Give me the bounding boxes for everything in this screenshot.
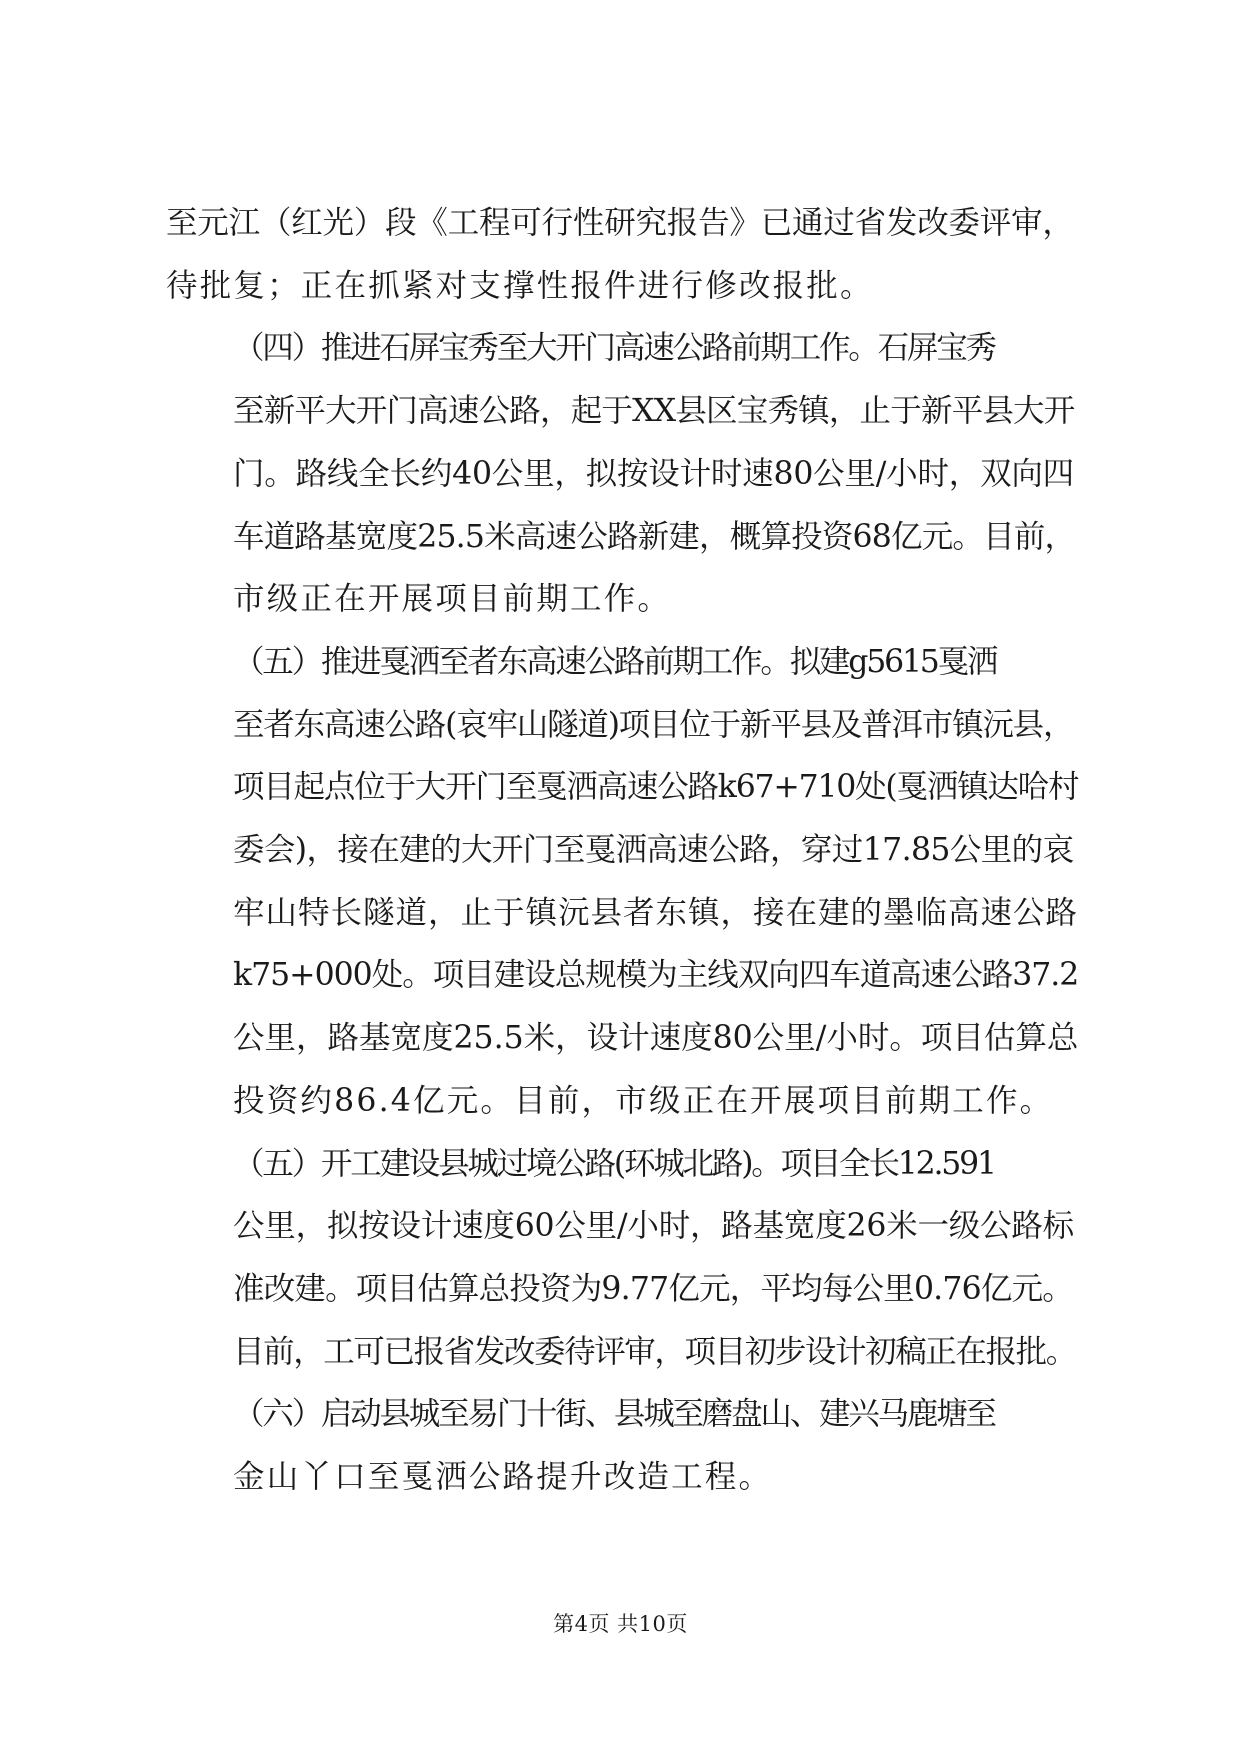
text-line: 市级正在开展项目前期工作。 — [233, 581, 672, 618]
text-line: 至元江（红光）段《工程可行性研究报告》已通过省发改委评审， — [166, 205, 1074, 241]
text-line: 委会)，接在建的大开门至戛洒高速公路，穿过17.85公里的哀 — [233, 832, 1074, 869]
text-line: 项目起点位于大开门至戛洒高速公路k67+710处(戛洒镇达哈村 — [233, 769, 1079, 806]
paragraph-continuation — [166, 192, 1078, 317]
paragraph-ring-road-north — [166, 1133, 1078, 1384]
text-line: （六）启动县城至易门十街、县城至磨盘山、建兴马鹿塘至 — [233, 1396, 995, 1433]
paragraph-road-upgrade — [166, 1383, 1078, 1508]
text-line: 目前，工可已报省发改委待评审，项目初步设计初稿正在报批。 — [233, 1333, 1076, 1370]
text-line: k75+000处。项目建设总规模为主线双向四车道高速公路37.2 — [233, 957, 1079, 994]
text-line: 车道路基宽度25.5米高速公路新建，概算投资68亿元。目前， — [233, 518, 1076, 555]
page-number-footer: 第4页 共10页 — [553, 1612, 688, 1636]
text-line: （五）推进戛洒至者东高速公路前期工作。拟建g5615戛洒 — [233, 643, 997, 680]
document-body — [166, 192, 1078, 1509]
text-line: （四）推进石屏宝秀至大开门高速公路前期工作。石屏宝秀 — [233, 330, 995, 367]
text-line: 公里，路基宽度25.5米，设计速度80公里/小时。项目估算总 — [233, 1020, 1079, 1057]
text-line: 门。路线全长约40公里，拟按设计时速80公里/小时，双向四 — [233, 455, 1074, 492]
text-line: 金山丫口至戛洒公路提升改造工程。 — [233, 1459, 773, 1496]
text-line: 准改建。项目估算总投资为9.77亿元，平均每公里0.76亿元。 — [233, 1270, 1073, 1307]
text-line: 至新平大开门高速公路，起于XX县区宝秀镇，止于新平县大开 — [233, 393, 1075, 430]
text-line: 投资约86.4亿元。目前，市级正在开展项目前期工作。 — [233, 1082, 1054, 1119]
text-line: 至者东高速公路(哀牢山隧道)项目位于新平县及普洱市镇沅县， — [233, 706, 1074, 743]
text-line: （五）开工建设县城过境公路(环城北路)。项目全长12.591 — [233, 1145, 995, 1182]
paragraph-gasa-zhedong-expressway — [166, 631, 1078, 1133]
text-line: 待批复；正在抓紧对支撑性报件进行修改报批。 — [166, 267, 874, 304]
text-line: 公里，拟按设计速度60公里/小时，路基宽度26米一级公路标 — [233, 1208, 1074, 1245]
paragraph-shiping-baoxiu-expressway — [166, 317, 1078, 631]
text-line: 牢山特长隧道，止于镇沅县者东镇，接在建的墨临高速公路 — [233, 894, 1079, 931]
